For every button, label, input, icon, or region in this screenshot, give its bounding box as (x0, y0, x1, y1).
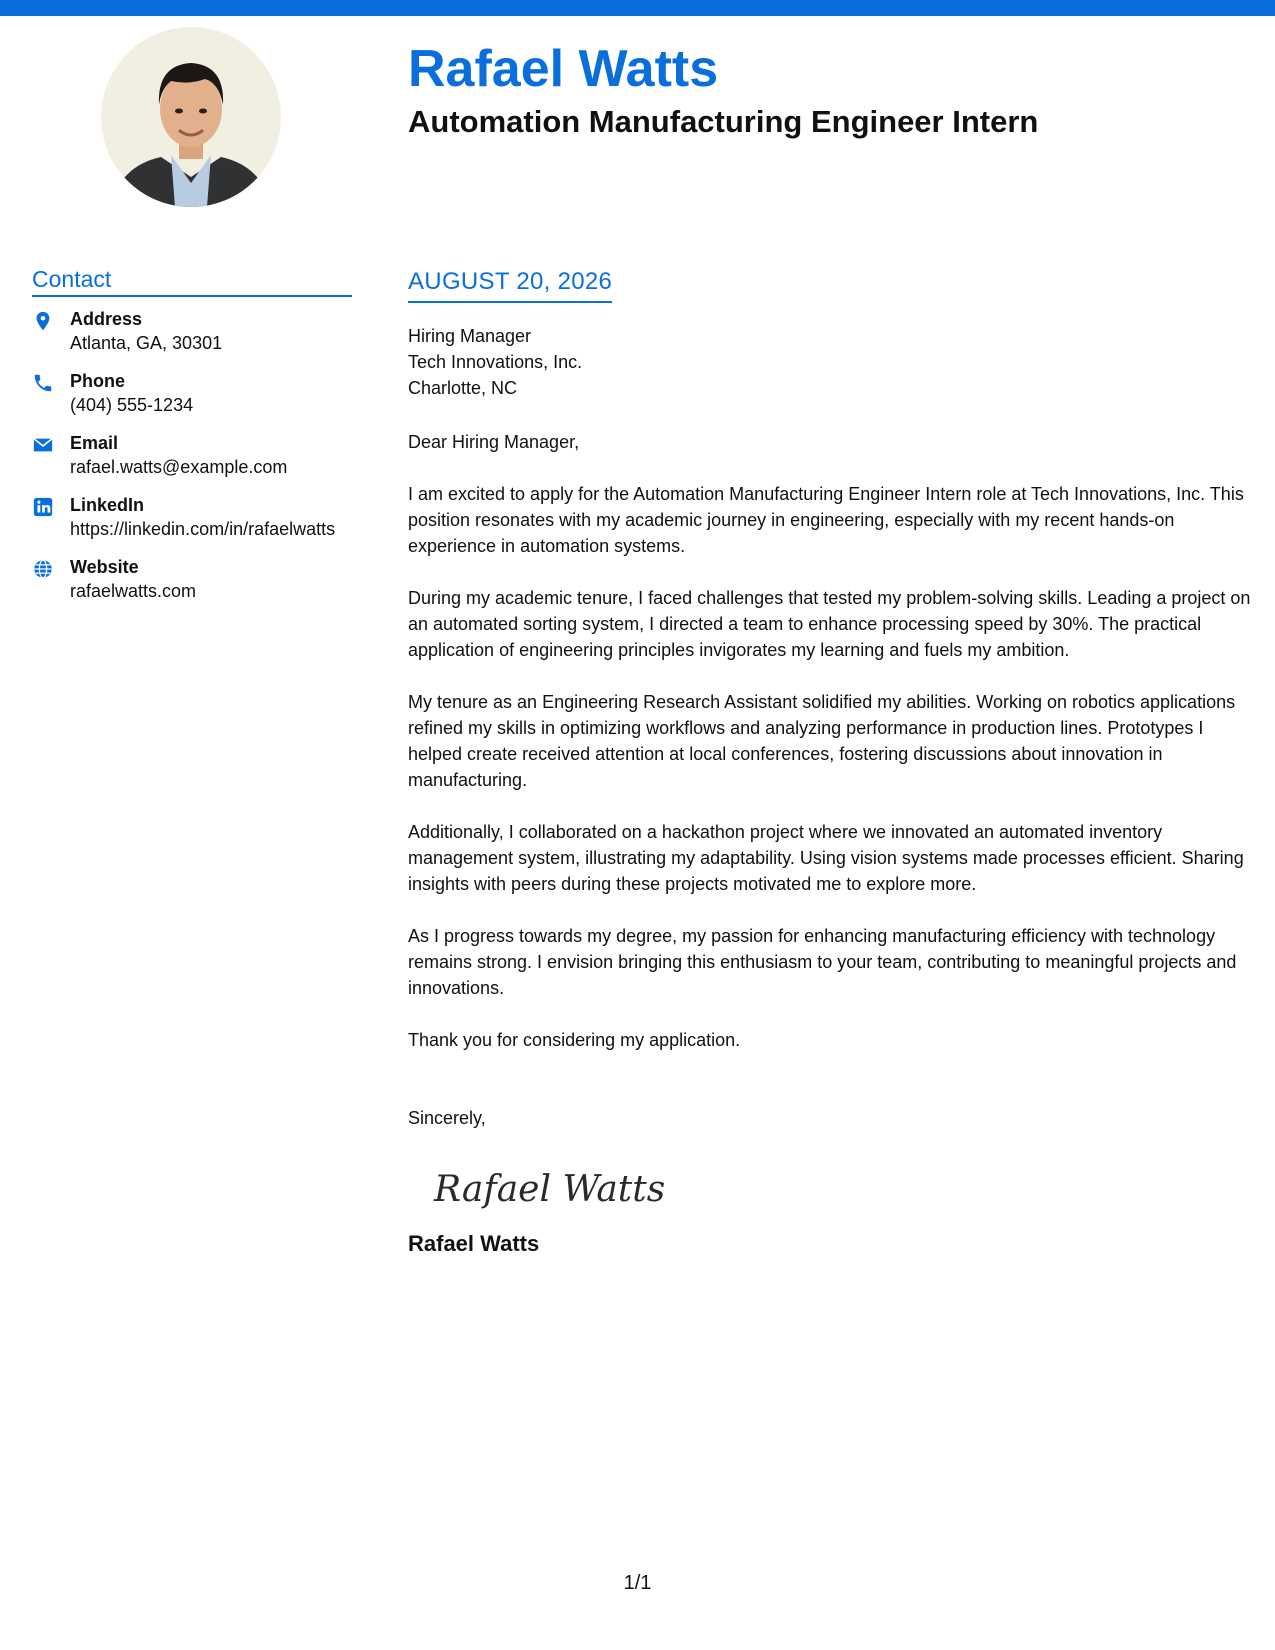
job-title: Automation Manufacturing Engineer Intern (408, 104, 1039, 139)
paragraph-3: My tenure as an Engineering Research Assistant solidified my abilities. Working on robotics applications refined my skills in optimizing workflows and analyzing performance in production lines. Prototypes I helped create received attention at local conferences, fostering discussions about innovation in manufacturing. (408, 692, 1236, 790)
linkedin-icon (32, 496, 54, 518)
paragraph-2: During my academic tenure, I faced challenges that tested my problem-solving skills. Leading a project on an automated sorting system, I directed a team to enhance processing speed by 30%. The practical application of engineering principles invigorates my learning and fuels my ambition. (408, 588, 1251, 660)
contact-sidebar (32, 266, 352, 617)
paragraph-4: Additionally, I collaborated on a hackathon project where we innovated an automated inventory management system, illustrating my adaptability. Using vision systems made processes efficient. Sharing insights with peers during these projects motivated me to explore more. (408, 822, 1244, 894)
address-value: Atlanta, GA, 30301 (70, 333, 223, 353)
top-accent-bar (0, 0, 1275, 16)
linkedin-value[interactable]: https://linkedin.com/in/rafaelwatts (70, 519, 336, 539)
paragraph-6: Thank you for considering my application. (408, 1030, 741, 1050)
phone-label: Phone (70, 371, 126, 391)
applicant-name: Rafael Watts (408, 40, 719, 98)
profile-photo (101, 27, 281, 207)
contact-address (32, 307, 352, 355)
contact-phone (32, 369, 352, 417)
envelope-icon (32, 434, 54, 456)
recipient-block (408, 323, 1253, 401)
paragraph-1: I am excited to apply for the Automation Manufacturing Engineer Intern role at Tech Innovations, Inc. This position resonates with my academic journey in engineering, especially with my recent hands-on experience in automation systems. (408, 484, 1244, 556)
recipient-title: Hiring Manager (408, 326, 532, 346)
linkedin-label: LinkedIn (70, 495, 145, 515)
contact-linkedin (32, 493, 352, 541)
salutation: Dear Hiring Manager, (408, 432, 580, 452)
signature-text: Rafael Watts (434, 1169, 666, 1210)
letter-body (408, 268, 1253, 1257)
contact-website (32, 555, 352, 603)
phone-icon (32, 372, 54, 394)
phone-value: (404) 555-1234 (70, 395, 194, 415)
email-value[interactable]: rafael.watts@example.com (70, 457, 288, 477)
letter-date: AUGUST 20, 2026 (408, 268, 612, 303)
globe-icon (32, 558, 54, 580)
email-label: Email (70, 433, 119, 453)
map-pin-icon (32, 310, 54, 332)
address-label: Address (70, 309, 143, 329)
handwritten-signature (430, 1157, 670, 1217)
closing: Sincerely, (408, 1108, 486, 1128)
website-value[interactable]: rafaelwatts.com (70, 581, 197, 601)
signer-name: Rafael Watts (408, 1231, 540, 1256)
recipient-company: Tech Innovations, Inc. (408, 352, 583, 372)
contact-email (32, 431, 352, 479)
website-label: Website (70, 557, 139, 577)
recipient-location: Charlotte, NC (408, 378, 518, 398)
paragraph-5: As I progress towards my degree, my passion for enhancing manufacturing efficiency with technology remains strong. I envision bringing this enthusiasm to your team, contributing to meaningful projects and innovations. (408, 926, 1237, 998)
contact-heading: Contact (32, 266, 352, 297)
page-number: 1/1 (623, 1572, 652, 1594)
